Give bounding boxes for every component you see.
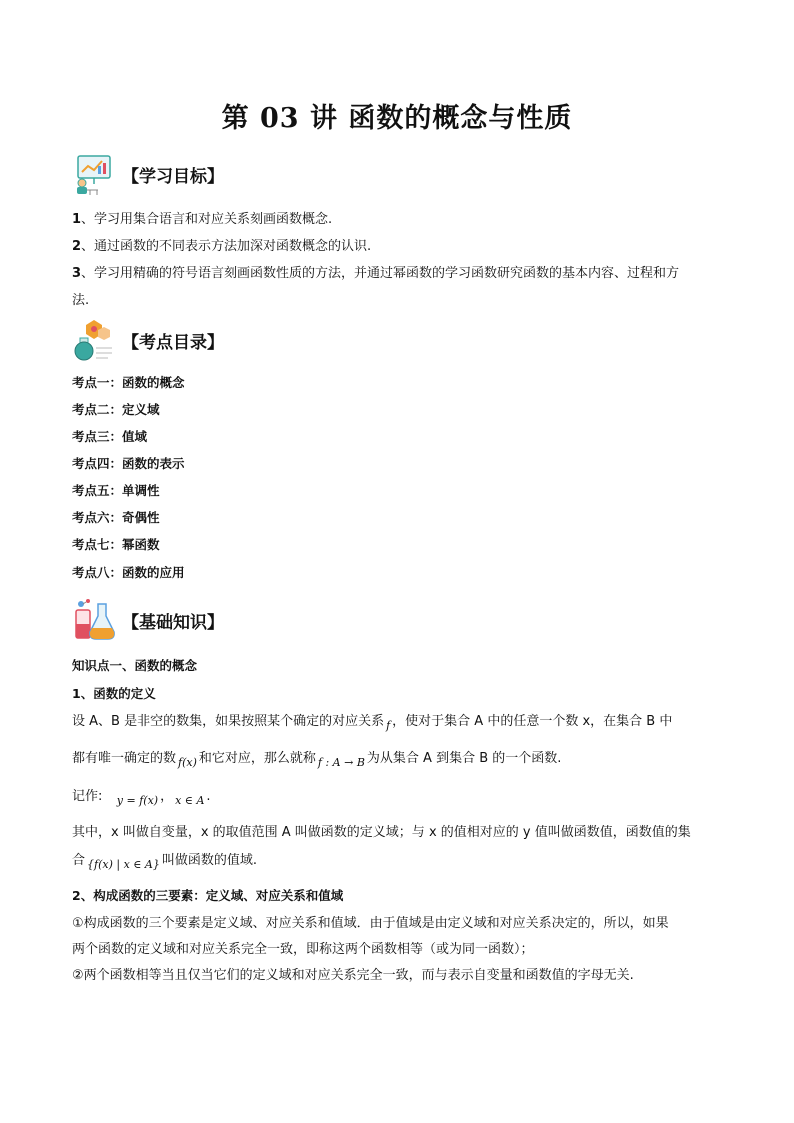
notation-end: . — [206, 789, 211, 804]
domain-line-2 — [72, 848, 724, 878]
three-elements-point-2: ②两个函数相等当且仅当它们的定义域和对应关系完全一致，而与表示自变量和函数值的字母无关. — [72, 968, 634, 983]
goal-item-1-text: 、学习用集合语言和对应关系刻画函数概念. — [81, 212, 333, 227]
page-title: 第 03 讲 函数的概念与性质 — [221, 103, 573, 134]
domain-line-1: 其中，x 叫做自变量，x 的取值范围 A 叫做函数的定义域；与 x 的值相对应的 y 值叫做函数值，函数值的集 — [72, 825, 691, 840]
goal-item-1 — [72, 207, 332, 233]
section-catalog-header — [72, 318, 224, 362]
definition-heading: 1、函数的定义 — [72, 686, 156, 701]
definition-line-1-part-a: 设 A、B 是非空的数集，如果按照某个确定的对应关系 — [72, 714, 385, 729]
goal-item-3-continued: 法. — [72, 293, 90, 308]
definition-line-1-part-b: ，使对于集合 A 中的任意一个数 x，在集合 B 中 — [392, 714, 673, 729]
goal-item-3-number: 3 — [72, 266, 82, 281]
three-elements-point-1-line-1: ①构成函数的三个要素是定义域、对应关系和值域．由于值域是由定义域和对应关系决定的，所以，如果 — [72, 916, 669, 931]
definition-line-2-part-b: 和它对应，那么就称 — [198, 751, 316, 766]
three-elements-point-1-line-2: 两个函数的定义域和对应关系完全一致，即称这两个函数相等（或为同一函数）； — [72, 942, 534, 957]
catalog-item-6: 考点六：奇偶性 — [72, 510, 160, 525]
catalog-item-8: 考点八：函数的应用 — [72, 565, 185, 580]
notation-label: 记作: — [72, 789, 103, 804]
domain-line-2-part-b: 叫做函数的值域. — [161, 853, 257, 868]
section-catalog-label: 【考点目录】 — [122, 332, 224, 353]
lab-beaker-icon — [72, 598, 118, 642]
math-f: f — [386, 719, 391, 732]
math-range-set: {f(x) | x ∈ A} — [87, 858, 160, 871]
math-x-in-a: x ∈ A — [175, 794, 205, 807]
knowledge-point-1-heading: 知识点一、函数的概念 — [72, 658, 198, 673]
section-goals-label: 【学习目标】 — [122, 166, 224, 187]
goal-item-3-text: 、学习用精确的符号语言刻画函数性质的方法，并通过幂函数的学习函数研究函数的基本内容、过程和方 — [81, 266, 680, 281]
section-goals-header — [72, 152, 224, 196]
section-basics-label: 【基础知识】 — [122, 612, 224, 633]
math-f-of-x: f(x) — [178, 756, 197, 769]
flask-icon — [72, 318, 118, 362]
catalog-item-5: 考点五：单调性 — [72, 483, 160, 498]
catalog-item-4: 考点四：函数的表示 — [72, 456, 185, 471]
notation-line — [72, 784, 724, 814]
catalog-item-7: 考点七：幂函数 — [72, 537, 160, 552]
definition-line-2-part-c: 为从集合 A 到集合 B 的一个函数. — [366, 751, 562, 766]
goal-item-2 — [72, 234, 371, 260]
definition-line-1 — [72, 709, 724, 739]
goal-item-3 — [72, 261, 679, 287]
goal-item-2-text: 、通过函数的不同表示方法加深对函数概念的认识. — [81, 239, 372, 254]
math-f-a-to-b: f : A → B — [317, 756, 365, 769]
section-basics-header — [72, 598, 224, 642]
presentation-board-icon — [72, 152, 118, 196]
domain-line-2-part-a: 合 — [72, 853, 86, 868]
notation-separator: ， — [160, 789, 174, 804]
catalog-item-1: 考点一：函数的概念 — [72, 375, 185, 390]
catalog-item-2: 考点二：定义域 — [72, 402, 160, 417]
definition-line-2-part-a: 都有唯一确定的数 — [72, 751, 177, 766]
three-elements-heading: 2、构成函数的三要素：定义域、对应关系和值域 — [72, 888, 344, 903]
math-y-equals-f-of-x: y = f(x) — [116, 794, 159, 807]
goal-item-1-number: 1 — [72, 212, 82, 227]
goal-item-2-number: 2 — [72, 239, 82, 254]
catalog-item-3: 考点三：值域 — [72, 429, 148, 444]
definition-line-2 — [72, 746, 724, 776]
